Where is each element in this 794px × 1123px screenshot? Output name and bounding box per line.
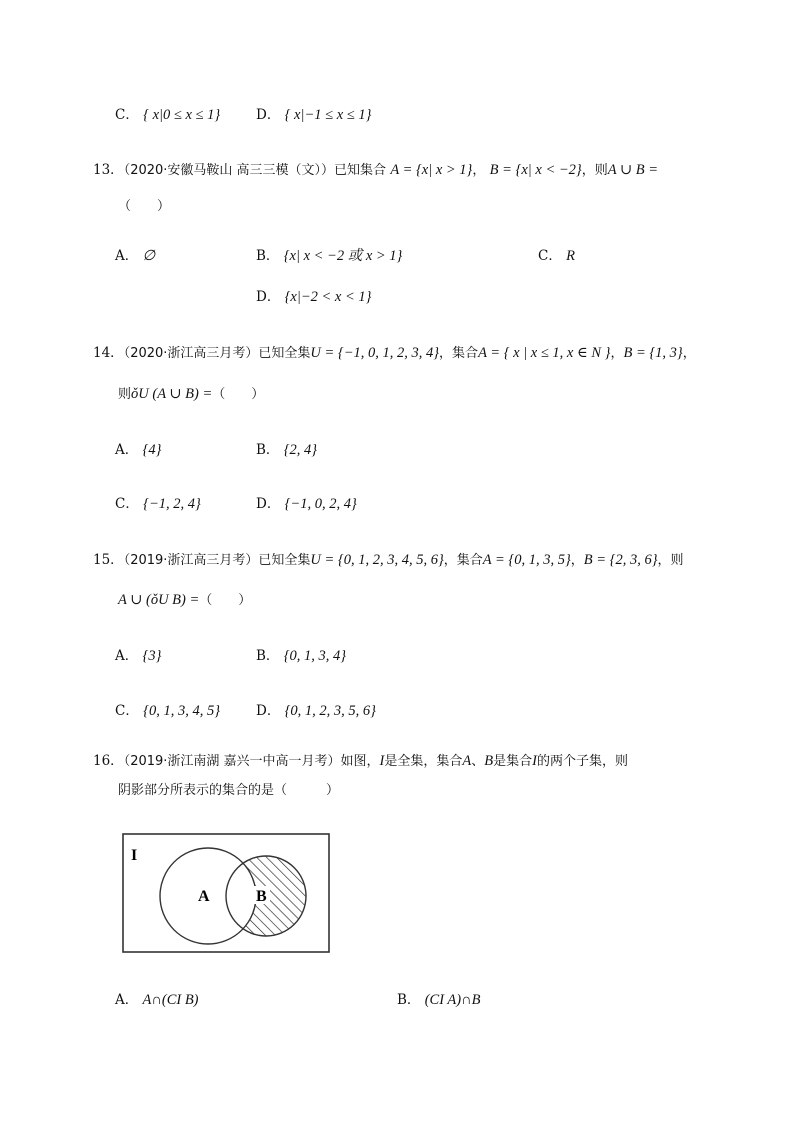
q15-stem [93, 550, 684, 571]
option-label: A． [115, 442, 139, 458]
set-b: B = {x| x < −2} [489, 162, 582, 178]
q13-option-c [538, 246, 575, 266]
q16-option-b [397, 990, 480, 1010]
q13-option-d [256, 287, 371, 307]
option-label: C． [115, 107, 139, 123]
text: 、 [471, 754, 485, 769]
option-math: {0, 1, 2, 3, 5, 6} [284, 703, 376, 719]
q14-option-c [115, 494, 201, 514]
label-a: A [198, 888, 210, 905]
option-math: {−1, 0, 2, 4} [284, 496, 357, 512]
option-math: {0, 1, 3, 4} [283, 648, 347, 664]
q14-stem [93, 343, 696, 364]
punct: ， [610, 346, 624, 361]
punct: ， [472, 163, 486, 178]
option-label: D． [256, 289, 281, 305]
question-number: 15． [93, 552, 124, 568]
q13-answer-paren: （ ） [118, 199, 171, 214]
option-math: {4} [142, 442, 162, 458]
option-label: A． [115, 648, 139, 664]
option-label: D． [256, 703, 281, 719]
q16-option-a [115, 990, 199, 1010]
question-expr: A ∪ B = [607, 162, 658, 178]
option-math: { x|0 ≤ x ≤ 1} [143, 107, 221, 123]
option-math: { x|−1 ≤ x ≤ 1} [284, 107, 372, 123]
option-label: B． [256, 442, 280, 458]
punct: ，集合 [439, 346, 479, 361]
question-source: （2019·浙江高三月考）已知全集 [123, 553, 311, 568]
var-a: A [462, 753, 472, 769]
ask-text: ，则 [581, 163, 608, 178]
option-label: C． [115, 496, 139, 512]
set-a: A = { x | x ≤ 1, x ∈ N } [478, 345, 611, 361]
q14-option-a [115, 440, 161, 460]
option-math: (CI A)∩B [424, 992, 481, 1008]
punct: ，集合 [443, 553, 483, 568]
q15-option-a [115, 646, 161, 666]
option-label: A． [115, 992, 139, 1008]
option-math: R [566, 248, 575, 264]
option-math: {3} [142, 648, 162, 664]
var-b: B [484, 753, 494, 769]
q13-stem [93, 160, 658, 181]
text: 是集合 [493, 754, 533, 769]
var-i: I [532, 753, 537, 769]
question-number: 13． [93, 162, 124, 178]
label-i: I [131, 847, 138, 864]
q13-option-b [256, 246, 402, 266]
set-u: U = {−1, 0, 1, 2, 3, 4} [310, 345, 440, 361]
label-b: B [256, 888, 267, 905]
var-i: I [379, 753, 385, 769]
q12-option-d [256, 105, 371, 125]
q14-option-b [256, 440, 317, 460]
option-math: ∅ [142, 248, 156, 264]
punct: ， [682, 346, 696, 361]
q13-option-a [115, 246, 155, 266]
venn-diagram [118, 828, 334, 958]
punct: ， [570, 553, 584, 568]
set-u: U = {0, 1, 2, 3, 4, 5, 6} [310, 552, 444, 568]
q14-stem-line2 [118, 384, 264, 405]
set-a: A = {x| x > 1} [390, 162, 473, 178]
answer-paren: （ ） [212, 387, 265, 402]
option-label: D． [256, 496, 281, 512]
option-math: {0, 1, 3, 4, 5} [143, 703, 220, 719]
set-b: B = {1, 3} [623, 345, 683, 361]
option-math: {x|−2 < x < 1} [284, 289, 372, 305]
question-source: （2020·安徽马鞍山 高三三模（文））已知集合 [123, 163, 387, 178]
question-expr: A ∪ (ǒU B) = [118, 592, 200, 608]
option-math: A∩(CI B) [142, 992, 199, 1008]
ask-text: 则 [118, 387, 132, 402]
q14-option-d [256, 494, 357, 514]
option-label: D． [256, 107, 281, 123]
question-source: （2020·浙江高三月考）已知全集 [123, 346, 311, 361]
option-math: {2, 4} [283, 442, 318, 458]
set-a: A = {0, 1, 3, 5} [482, 552, 571, 568]
q12-option-c [115, 105, 220, 125]
question-source: （2019·浙江南湖 嘉兴一中高一月考）如图， [123, 754, 380, 769]
text: 是全集，集合 [384, 754, 463, 769]
option-label: B． [256, 648, 280, 664]
q15-option-b [256, 646, 346, 666]
question-expr: ǒU (A ∪ B) = [131, 386, 213, 402]
question-number: 14． [93, 345, 124, 361]
text: 的两个子集，则 [537, 754, 629, 769]
option-label: C． [115, 703, 139, 719]
q15-option-d [256, 701, 376, 721]
q15-stem-line2 [118, 590, 251, 611]
option-math: {−1, 2, 4} [143, 496, 201, 512]
q15-option-c [115, 701, 220, 721]
option-label: A． [115, 248, 139, 264]
option-label: B． [397, 992, 421, 1008]
option-label: B． [256, 248, 280, 264]
question-number: 16． [93, 753, 124, 769]
option-math: {x| x < −2 或 x > 1} [283, 248, 403, 264]
ask-text: ，则 [657, 553, 684, 568]
answer-paren: （ ） [199, 593, 252, 608]
q16-stem [93, 751, 628, 772]
q16-stem-line2: 阴影部分所表示的集合的是（ ） [118, 783, 340, 798]
option-label: C． [538, 248, 562, 264]
set-b: B = {2, 3, 6} [583, 552, 658, 568]
